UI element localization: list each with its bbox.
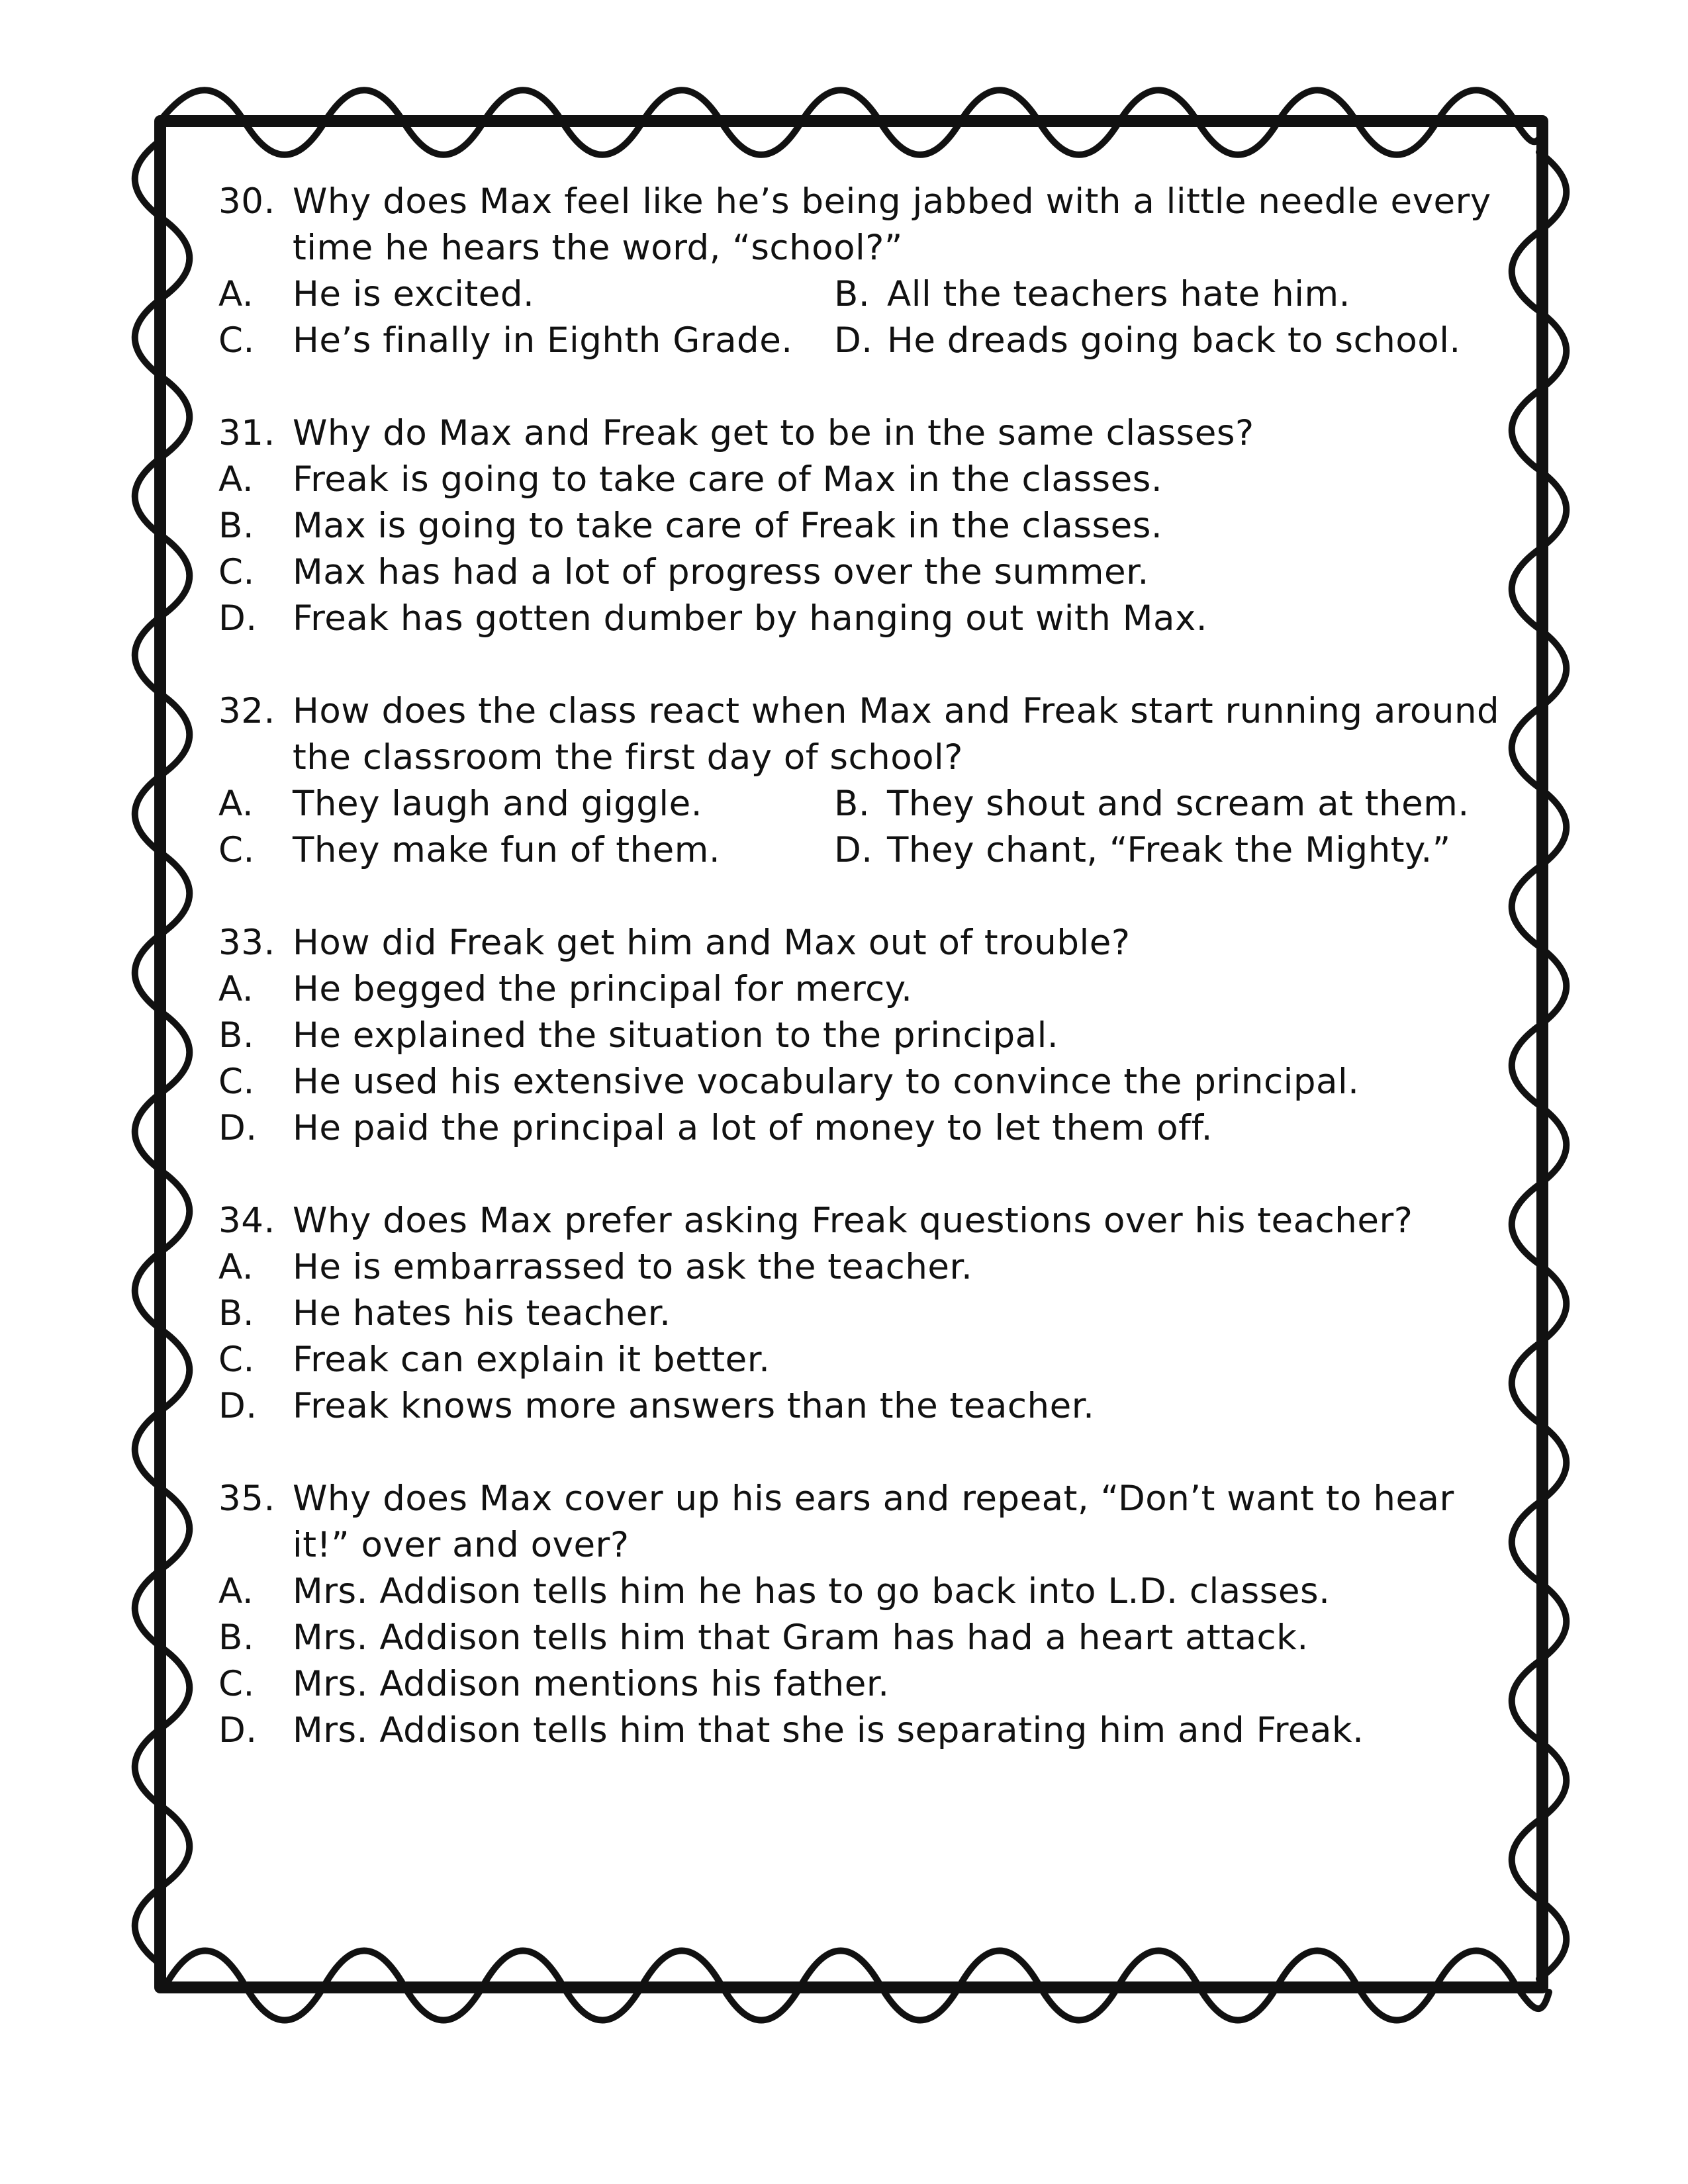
option-letter: D. — [218, 1710, 258, 1751]
option-b — [834, 781, 1516, 827]
question-text: Why does Max feel like he’s being jabbed with a little needle every time he hears the word, “school?” — [293, 181, 1491, 268]
worksheet-content — [218, 179, 1516, 1800]
option-text: He begged the principal for mercy. — [293, 969, 913, 1009]
options-grid — [218, 271, 1516, 364]
option-text: Freak has gotten dumber by hanging out with Max. — [293, 598, 1208, 639]
option-a — [218, 1569, 1516, 1615]
option-c — [218, 1337, 1516, 1383]
option-letter: B. — [834, 274, 870, 314]
option-letter: A. — [218, 1571, 254, 1612]
option-text: He paid the principal a lot of money to let them off. — [293, 1108, 1213, 1148]
option-c — [218, 827, 834, 874]
option-letter: B. — [834, 784, 870, 824]
question-number: 32. — [218, 691, 275, 731]
option-letter: D. — [218, 598, 258, 639]
option-text: They make fun of them. — [293, 830, 721, 870]
option-a — [218, 781, 834, 827]
question-number: 33. — [218, 923, 275, 963]
question-34 — [218, 1198, 1516, 1430]
question-number: 34. — [218, 1201, 275, 1241]
option-letter: C. — [218, 1664, 255, 1704]
option-letter: D. — [218, 1386, 258, 1426]
option-text: Freak can explain it better. — [293, 1340, 771, 1380]
option-text: He used his extensive vocabulary to convince the principal. — [293, 1062, 1360, 1102]
option-b — [218, 1615, 1516, 1661]
question-33 — [218, 920, 1516, 1152]
option-letter: B. — [218, 1015, 255, 1056]
option-letter: C. — [218, 552, 255, 592]
option-d — [834, 318, 1516, 364]
option-letter: B. — [218, 1617, 255, 1658]
options-grid — [218, 781, 1516, 874]
option-d — [834, 827, 1516, 874]
option-text: He is embarrassed to ask the teacher. — [293, 1247, 973, 1287]
question-number: 31. — [218, 413, 275, 453]
option-letter: A. — [218, 784, 254, 824]
question-number: 30. — [218, 181, 275, 222]
option-c — [218, 318, 834, 364]
option-text: Mrs. Addison tells him that Gram has had a heart attack. — [293, 1617, 1309, 1658]
option-text: He dreads going back to school. — [887, 320, 1461, 361]
option-letter: C. — [218, 1340, 255, 1380]
question-text: Why do Max and Freak get to be in the same classes? — [293, 413, 1254, 453]
option-text: Max has had a lot of progress over the summer. — [293, 552, 1149, 592]
option-text: He explained the situation to the principal. — [293, 1015, 1059, 1056]
option-letter: D. — [218, 1108, 258, 1148]
option-a — [218, 457, 1516, 503]
option-a — [218, 271, 834, 318]
option-c — [218, 1059, 1516, 1105]
option-letter: A. — [218, 969, 254, 1009]
question-text: Why does Max prefer asking Freak questions over his teacher? — [293, 1201, 1413, 1241]
question-30 — [218, 179, 1516, 364]
option-letter: A. — [218, 274, 254, 314]
option-c — [218, 549, 1516, 596]
option-letter: A. — [218, 1247, 254, 1287]
option-letter: B. — [218, 506, 255, 546]
option-b — [218, 1291, 1516, 1337]
option-d — [218, 1383, 1516, 1430]
option-text: He is excited. — [293, 274, 535, 314]
option-letter: B. — [218, 1293, 255, 1334]
question-number: 35. — [218, 1479, 275, 1519]
option-a — [218, 1244, 1516, 1291]
option-letter: C. — [218, 320, 255, 361]
option-text: Max is going to take care of Freak in the classes. — [293, 506, 1163, 546]
option-letter: C. — [218, 1062, 255, 1102]
option-text: He’s finally in Eighth Grade. — [293, 320, 793, 361]
question-text: How did Freak get him and Max out of trouble? — [293, 923, 1131, 963]
option-text: He hates his teacher. — [293, 1293, 671, 1334]
option-text: All the teachers hate him. — [887, 274, 1350, 314]
option-letter: A. — [218, 459, 254, 500]
question-31 — [218, 410, 1516, 642]
option-letter: D. — [834, 320, 873, 361]
option-a — [218, 966, 1516, 1013]
option-d — [218, 596, 1516, 642]
option-text: They laugh and giggle. — [293, 784, 703, 824]
question-text: Why does Max cover up his ears and repeat, “Don’t want to hear it!” over and over? — [293, 1479, 1454, 1565]
option-text: Mrs. Addison tells him that she is separating him and Freak. — [293, 1710, 1364, 1751]
option-b — [834, 271, 1516, 318]
question-text: How does the class react when Max and Freak start running around the classroom the first day of school? — [293, 691, 1500, 778]
question-32 — [218, 688, 1516, 874]
option-text: Mrs. Addison tells him he has to go back into L.D. classes. — [293, 1571, 1331, 1612]
option-letter: D. — [834, 830, 873, 870]
option-d — [218, 1707, 1516, 1754]
option-c — [218, 1661, 1516, 1707]
option-text: They chant, “Freak the Mighty.” — [887, 830, 1451, 870]
option-letter: C. — [218, 830, 255, 870]
option-d — [218, 1105, 1516, 1152]
option-text: Freak is going to take care of Max in the classes. — [293, 459, 1163, 500]
option-b — [218, 1013, 1516, 1059]
option-text: Freak knows more answers than the teacher. — [293, 1386, 1095, 1426]
option-text: They shout and scream at them. — [887, 784, 1470, 824]
option-b — [218, 503, 1516, 549]
question-35 — [218, 1476, 1516, 1754]
option-text: Mrs. Addison mentions his father. — [293, 1664, 890, 1704]
